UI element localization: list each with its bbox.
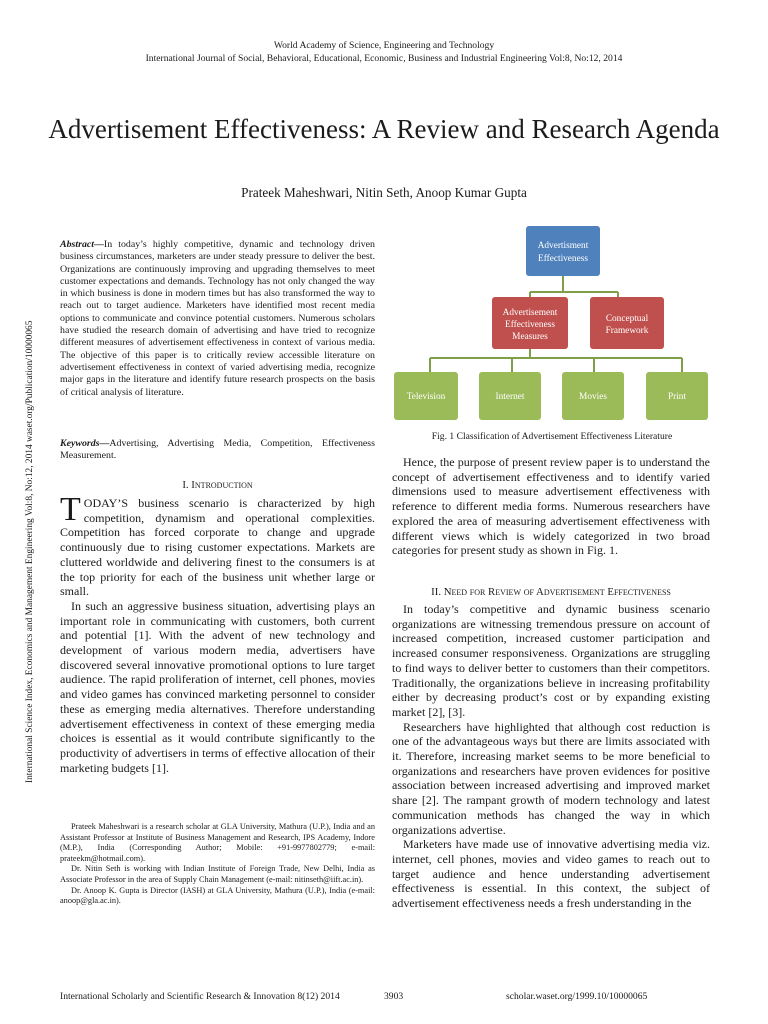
abstract — [60, 239, 375, 399]
classification-diagram — [390, 226, 720, 426]
connector-level2 — [430, 349, 682, 372]
journal-publisher: World Academy of Science, Engineering and Technology — [273, 40, 495, 51]
keywords-text: Advertising, Advertising Media, Competition, Effectiveness Measurement. — [60, 438, 375, 462]
movies-label: Movies — [579, 392, 607, 402]
media-node-movies — [562, 372, 624, 420]
sidebar-citation: International Science Index, Economics and Management Engineering Vol:8, No:12, 2014 waset.org/Publication/10000065 — [25, 320, 35, 783]
framework-label-line2: Framework — [605, 326, 649, 336]
abstract-text: In today’s highly competitive, dynamic and technology driven business circumstances, marketers are under steady pressure to deliver the best. Organizations are continuously improving and upgrading themselves to meet customer expectations and demands. Technology has not only changed the way in which business is done in modern times but has also transformed the way to reach out to target audience. Marketers have identified most recent media options to communicate and convince potential customers. Numerous scholars have studied the research domain of advertising and have tried to recognize different measures of advertisement effectiveness in context of various media. The objective of this paper is to critically review accessible literature on advertisement effectiveness in context of varied advertising media, recognize major gaps in the literature and identify future research prospects on the basis of critical analysis of literature. — [60, 239, 375, 398]
journal-name: International Journal of Social, Behavioral, Educational, Economic, Business and Industrial Engineering Vol:8, No:12, 2014 — [145, 53, 623, 64]
footnote-3: Dr. Anoop K. Gupta is Director (IASH) at GLA University, Mathura (U.P.), India (e-mail: anoop@gla.ac.in). — [60, 885, 375, 906]
footer-journal-info: International Scholarly and Scientific Research & Innovation 8(12) 2014 — [60, 991, 340, 1002]
keywords — [60, 438, 375, 463]
paper-title: Advertisement Effectiveness: A Review and Research Agenda — [48, 114, 720, 144]
root-node — [526, 226, 600, 276]
paper-authors: Prateek Maheshwari, Nitin Seth, Anoop Kumar Gupta — [241, 185, 527, 200]
section-heading-introduction: I. Introduction — [182, 479, 253, 491]
connector-level1 — [530, 276, 618, 297]
measures-node — [492, 297, 568, 349]
col2-paragraph-3: Researchers have highlighted that although cost reduction is one of the advantageous ways but there are limits associated with it. Therefore, increasing market seems to be more beneficial to organizations and researchers have proven evidences for positive association between increased advertising and improved market share [2]. The rampant growth of modern technology and latest communication methods has changed the way in which organizations advertise. — [392, 719, 710, 837]
print-label: Print — [667, 392, 687, 402]
abstract-label: Abstract— — [60, 239, 104, 250]
figure-caption: Fig. 1 Classification of Advertisement Effectiveness Literature — [431, 431, 673, 442]
media-node-internet — [479, 372, 541, 420]
framework-label-line1: Conceptual — [605, 314, 649, 324]
footnote-2: Dr. Nitin Seth is working with Indian Institute of Foreign Trade, New Delhi, India as Associate Professor in the area of Supply Chain Management (e-mail: nitinseth@iift.ac.in). — [60, 864, 375, 884]
root-label-line2: Effectiveness — [538, 254, 588, 264]
measures-label-line1: Advertisement — [502, 308, 558, 318]
footer-doi-link[interactable]: scholar.waset.org/1999.10/10000065 — [506, 991, 648, 1002]
author-footnotes — [60, 822, 375, 907]
footer-page-number: 3903 — [384, 991, 404, 1002]
intro-paragraph-1 — [60, 491, 375, 599]
media-node-print — [646, 372, 708, 420]
drop-cap: T — [60, 491, 81, 528]
keywords-label: Keywords— — [60, 438, 110, 449]
media-node-television — [394, 372, 458, 420]
col2-paragraph-2: In today’s competitive and dynamic business scenario organizations are witnessing tremendous pressure on account of increased competition, increased customer participation and increased consumer responsiveness. Organizations are struggling to find ways to deliver better to customers than their competitors. Traditionally, the organizations believe in increasing profitability either by decreasing product’s cost or by expanding existing market [2], [3]. — [392, 602, 710, 719]
measures-label-line3: Measures — [512, 332, 548, 342]
intro-p1-text: ODAY’S business scenario is characterized by high competition, dynamism and operational complexities. Competition has forced corporate to change and upgrade continuously due to rising customer expectations. Markets are cluttered worldwide and delivering finest to the consumers is at the top priority for each of the business unit whether large or small. — [60, 496, 375, 599]
section-heading-need-for-review: II. Need for Review of Advertisement Effectiveness — [431, 586, 671, 598]
column2-intro-text — [392, 455, 710, 558]
introduction-body — [60, 491, 375, 775]
root-label-line1: Advertisment — [537, 241, 589, 251]
section2-body — [392, 602, 710, 911]
footnote-1: Prateek Maheshwari is a research scholar at GLA University, Mathura (U.P.), India and an Assistant Professor at Institute of Business Management and Research, IPS Academy, Indore (M.P.), India (Corresponding Author; Mobile: +91-9977802779; e-mail: prateekm@hotmail.com). — [60, 822, 375, 863]
col2-paragraph-4: Marketers have made use of innovative advertising media viz. internet, cell phones, movies and video games to reach out to target audience and hence understanding advertisement effectiveness is essential. In this context, the subject of advertisement effectiveness needs a fresh understanding in the — [392, 837, 710, 911]
col2-paragraph-1: Hence, the purpose of present review paper is to understand the concept of advertisement effectiveness and to identify varied dimensions used to measure advertisement effectiveness with reference to different media forms. Numerous researchers have explored the area of measuring advertisement effectiveness with different views which is widely categorized in two broad categories for present study as shown in Fig. 1. — [392, 455, 710, 558]
measures-label-line2: Effectiveness — [505, 320, 555, 330]
television-label: Television — [406, 392, 446, 402]
intro-paragraph-2: In such an aggressive business situation, advertising plays an important role in communicating with customers, both current and potential [1]. With the advent of new technology and development of various modern media, advertisers have discovered several innovative promotional options to lure target audience. The rapid proliferation of internet, cell phones, movies and video games has convinced marketing personnel to consider these as emerging media alternatives. Therefore understanding advertisement effectiveness in context of these emerging media choices is essential as it would contribute significantly to the productivity of advertisers in terms of effective allocation of their marketing budgets [1]. — [60, 598, 375, 775]
framework-node — [590, 297, 664, 349]
internet-label: Internet — [495, 392, 525, 402]
